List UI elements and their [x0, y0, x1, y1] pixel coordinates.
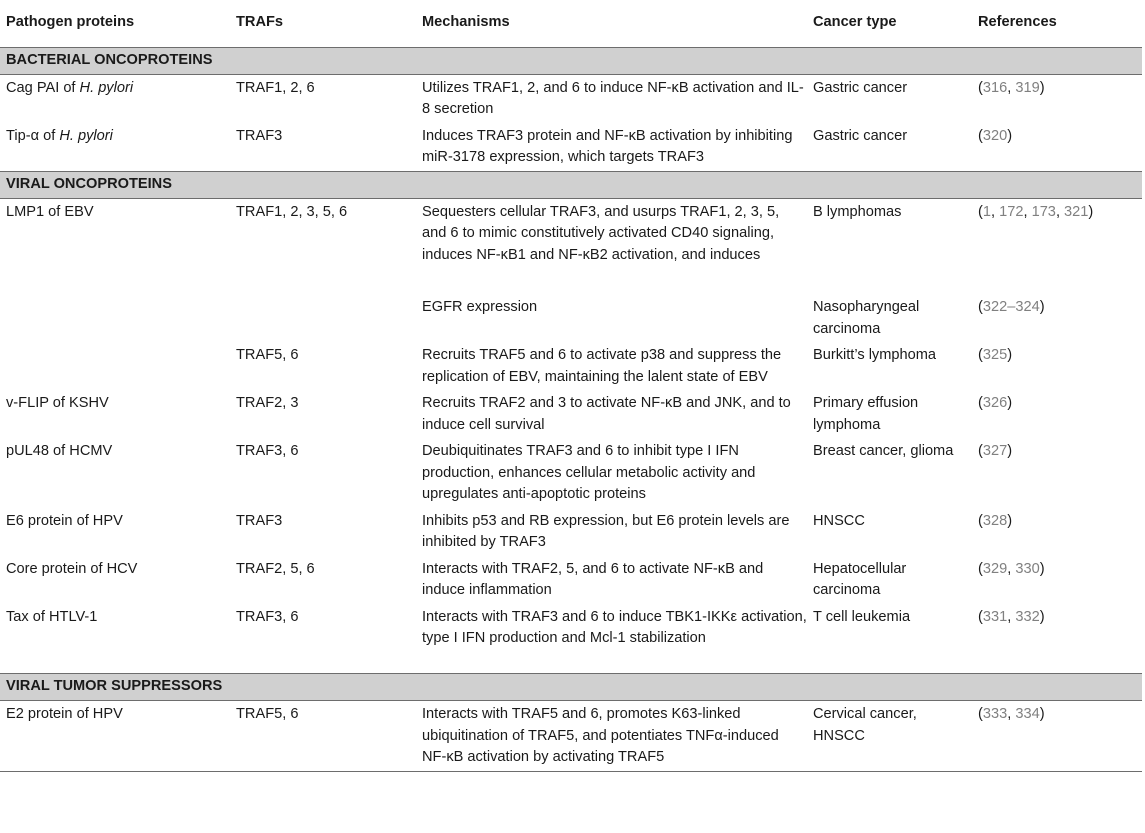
reference-link[interactable]: 329: [982, 560, 1008, 577]
header-mechanisms: Mechanisms: [416, 0, 807, 47]
reference-link[interactable]: 326: [982, 395, 1008, 411]
table-row: [0, 701, 1142, 772]
cell-mechanism: Interacts with TRAF3 and 6 to induce TBK1-IKKε activation, type I IFN production and Mcl-1 stabilization: [422, 608, 807, 646]
cell-trafs: TRAF5, 6: [236, 347, 299, 363]
header-references: References: [972, 0, 1142, 47]
cell-references: (329, 330): [978, 560, 1045, 577]
protein-name: pUL48 of HCMV: [6, 443, 113, 459]
table-row: [0, 342, 1142, 390]
section-title: BACTERIAL ONCOPROTEINS: [0, 47, 1142, 74]
cell-trafs: TRAF3: [236, 127, 283, 144]
protein-organism: H. pylori: [59, 127, 113, 144]
cell-mechanism: Interacts with TRAF2, 5, and 6 to activate NF-κB and induce inflammation: [422, 560, 764, 598]
section-row: [0, 674, 1142, 701]
table-row: [0, 74, 1142, 123]
cell-cancer-type: Breast cancer, glioma: [813, 443, 954, 459]
reference-link[interactable]: 333: [982, 706, 1008, 722]
reference-link[interactable]: 1: [982, 203, 991, 220]
reference-link[interactable]: 172: [999, 203, 1024, 220]
reference-link[interactable]: 332: [1015, 608, 1040, 625]
cell-trafs: TRAF1, 2, 3, 5, 6: [236, 203, 348, 220]
cell-trafs: TRAF5, 6: [230, 701, 416, 772]
cell-trafs: TRAF2, 5, 6: [236, 560, 315, 577]
cell-pathogen-protein: [0, 74, 230, 123]
protein-name: v-FLIP of KSHV: [6, 395, 109, 411]
cell-references: (333, 334): [972, 701, 1142, 772]
cell-pathogen-protein: [0, 294, 230, 342]
protein-name: Core protein of HCV: [6, 560, 138, 577]
cell-mechanism: Inhibits p53 and RB expression, but E6 protein levels are inhibited by TRAF3: [422, 512, 790, 550]
cell-references: (320): [978, 127, 1013, 144]
cell-references: (1, 172, 173, 321): [978, 203, 1094, 220]
cell-cancer-type: Nasopharyngeal carcinoma: [813, 299, 920, 337]
cell-references: (326): [978, 395, 1013, 411]
cell-pathogen-protein: [0, 342, 230, 390]
cell-cancer-type: Primary effusion lymphoma: [813, 395, 919, 433]
cell-pathogen-protein: [0, 123, 230, 172]
cell-references: (325): [978, 347, 1013, 363]
reference-link[interactable]: 328: [982, 512, 1008, 529]
reference-link[interactable]: 316: [982, 79, 1008, 96]
cell-mechanism: Induces TRAF3 protein and NF-κB activation by inhibiting miR-3178 expression, which targets TRAF3: [422, 127, 793, 165]
header-trafs: TRAFs: [230, 0, 416, 47]
reference-link[interactable]: 334: [1015, 706, 1040, 722]
cell-pathogen-protein: [0, 701, 230, 772]
cell-cancer-type: HNSCC: [813, 512, 865, 529]
protein-name: Cag PAI of: [6, 79, 80, 96]
cell-pathogen-protein: [0, 438, 230, 508]
section-row: [0, 47, 1142, 74]
cell-references: (316, 319): [978, 79, 1045, 96]
table-row: [0, 508, 1142, 556]
table-row: [0, 123, 1142, 172]
cell-cancer-type: Gastric cancer: [813, 79, 908, 96]
cell-pathogen-protein: [0, 508, 230, 556]
cell-trafs: TRAF3, 6: [236, 608, 299, 625]
cell-trafs: TRAF2, 3: [236, 395, 299, 411]
section-title: VIRAL ONCOPROTEINS: [0, 171, 1142, 198]
protein-name: E6 protein of HPV: [6, 512, 123, 529]
cell-cancer-type: T cell leukemia: [813, 608, 911, 625]
cell-mechanism: Recruits TRAF5 and 6 to activate p38 and suppress the replication of EBV, maintaining the lalent state of EBV: [422, 347, 782, 385]
header-pathogen-proteins: Pathogen proteins: [0, 0, 230, 47]
cell-references: (327): [978, 443, 1013, 459]
table-row: [0, 556, 1142, 604]
reference-link[interactable]: 320: [982, 127, 1008, 144]
table-row: [0, 294, 1142, 342]
header-row: [0, 0, 1142, 47]
cell-mechanism: Deubiquitinates TRAF3 and 6 to inhibit type I IFN production, enhances cellular metabolic activity and upregulates anti-apoptotic proteins: [422, 443, 756, 502]
table-row: [0, 438, 1142, 508]
cell-cancer-type: B lymphomas: [813, 203, 902, 220]
cell-pathogen-protein: [0, 556, 230, 604]
reference-link[interactable]: 330: [1015, 560, 1040, 577]
cell-references: (331, 332): [978, 608, 1045, 625]
cell-mechanism: Sequesters cellular TRAF3, and usurps TRAF1, 2, 3, 5, and 6 to mimic constitutively activated CD40 signaling, induces NF-κB1 and NF-κB2 activation, and induces: [422, 203, 780, 263]
cell-cancer-type: Gastric cancer: [813, 127, 908, 144]
cell-trafs: [230, 294, 416, 342]
table-row: [0, 604, 1142, 674]
cell-mechanism: Recruits TRAF2 and 3 to activate NF-κB and JNK, and to induce cell survival: [422, 395, 791, 433]
cell-cancer-type: Hepatocellular carcinoma: [813, 560, 907, 598]
section-row: [0, 171, 1142, 198]
cell-cancer-type: Burkitt’s lymphoma: [813, 347, 937, 363]
cell-trafs: TRAF1, 2, 6: [236, 79, 315, 96]
reference-link[interactable]: 322–324: [982, 299, 1040, 315]
table-row: [0, 390, 1142, 438]
cell-pathogen-protein: [0, 198, 230, 294]
reference-link[interactable]: 325: [982, 347, 1008, 363]
cell-cancer-type: Cervical cancer, HNSCC: [807, 701, 972, 772]
cell-references: (322–324): [978, 299, 1045, 315]
reference-link[interactable]: 327: [982, 443, 1008, 459]
cell-references: (328): [978, 512, 1013, 529]
cell-mechanism: Utilizes TRAF1, 2, and 6 to induce NF-κB activation and IL-8 secretion: [422, 79, 804, 117]
cell-pathogen-protein: [0, 390, 230, 438]
protein-name: Tax of HTLV-1: [6, 608, 98, 625]
cell-mechanism: Interacts with TRAF5 and 6, promotes K63-linked ubiquitination of TRAF5, and potentiates TNFα-induced NF-κB activation by activating TRAF5: [416, 701, 807, 772]
cell-pathogen-protein: [0, 604, 230, 674]
cell-mechanism: EGFR expression: [422, 299, 538, 315]
protein-name: E2 protein of HPV: [6, 706, 123, 722]
table-row: [0, 198, 1142, 294]
protein-name: Tip-α of: [6, 127, 60, 144]
reference-link[interactable]: 173: [1031, 203, 1056, 220]
section-title: VIRAL TUMOR SUPPRESSORS: [0, 674, 1142, 701]
reference-link[interactable]: 319: [1015, 79, 1040, 96]
reference-link[interactable]: 321: [1064, 203, 1089, 220]
reference-link[interactable]: 331: [982, 608, 1008, 625]
protein-organism: H. pylori: [79, 79, 134, 96]
cell-trafs: TRAF3: [236, 512, 283, 529]
header-cancer-type: Cancer type: [807, 0, 972, 47]
cell-trafs: TRAF3, 6: [236, 443, 299, 459]
protein-name: LMP1 of EBV: [6, 203, 94, 220]
